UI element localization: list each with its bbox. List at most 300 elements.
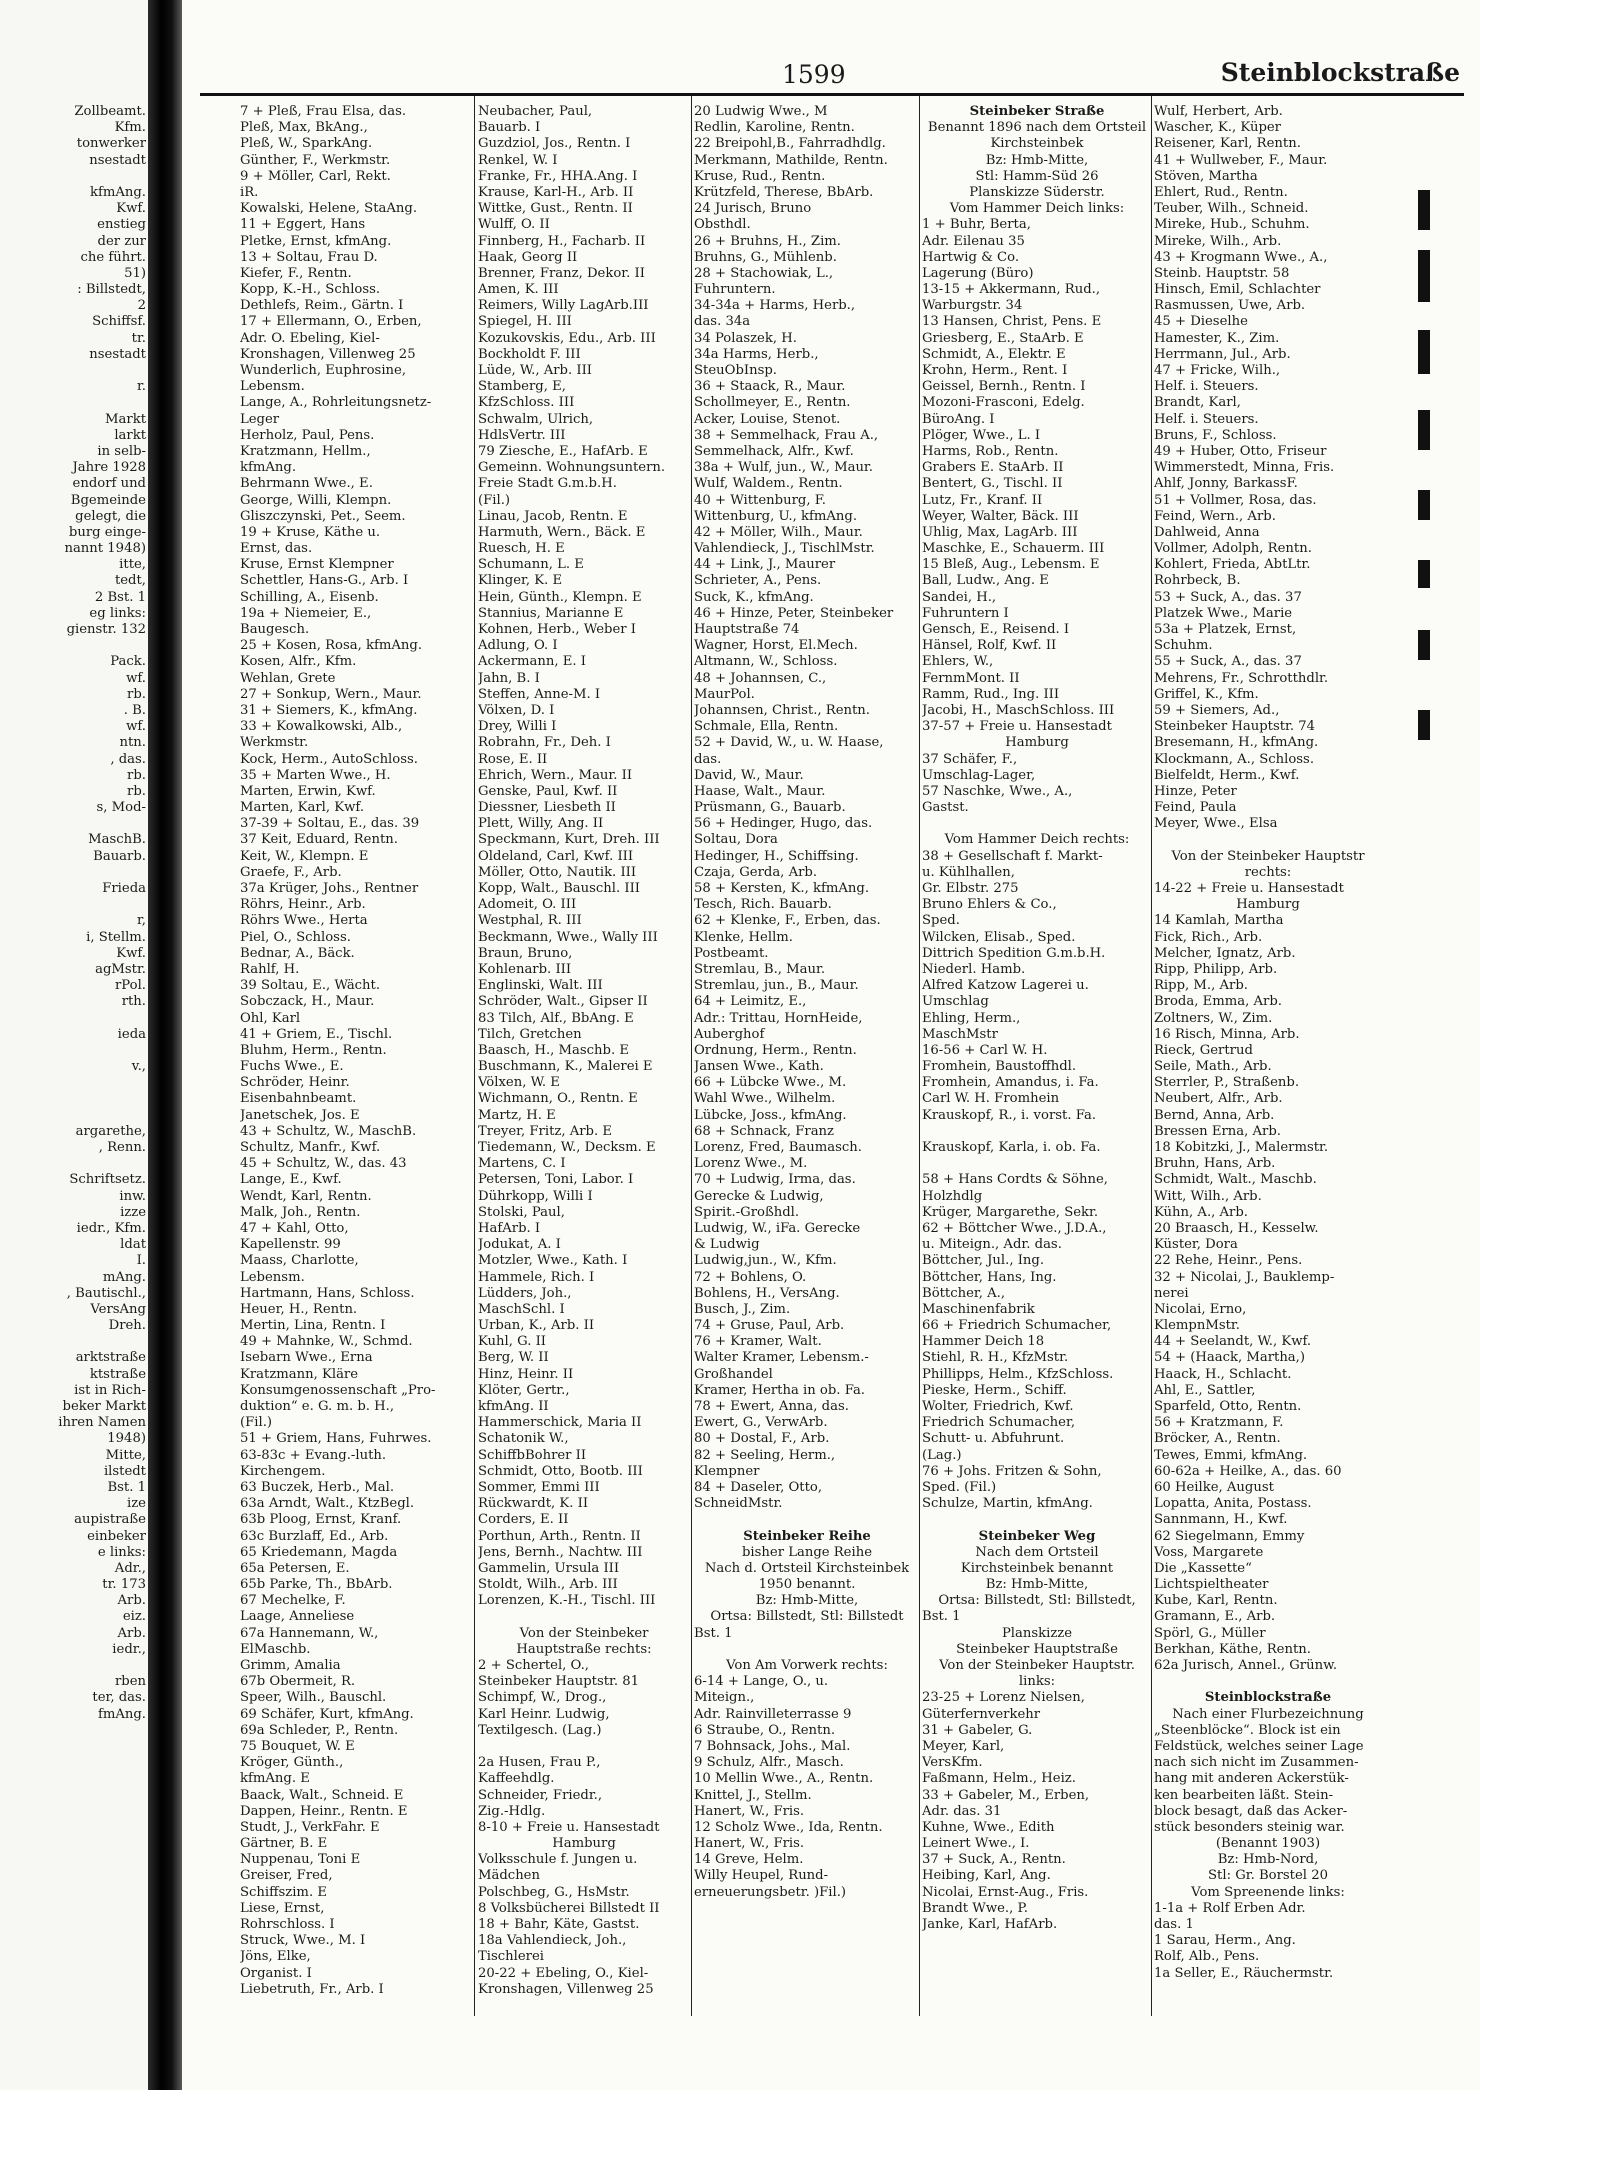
directory-entry: Acker, Louise, Stenot. xyxy=(694,411,841,427)
directory-entry: 60-62a + Heilke, A., das. 60 xyxy=(1154,1463,1342,1479)
directory-entry: Stiehl, R. H., KfzMstr. xyxy=(922,1350,1069,1366)
directory-entry: 16-56 + Carl W. H. xyxy=(922,1042,1048,1058)
left-page-line: tedt, xyxy=(114,573,146,589)
directory-entry: 43 + Krogmann Wwe., A., xyxy=(1154,249,1328,265)
directory-entry: 44 + Link, J., Maurer xyxy=(694,557,836,573)
directory-entry: Franke, Fr., HHA.Ang. I xyxy=(478,168,638,184)
directory-entry: kfmAng. II xyxy=(478,1399,549,1414)
directory-entry: Meyer, Karl, xyxy=(922,1738,1005,1754)
directory-entry: 34-34a + Harms, Herb., xyxy=(694,298,856,314)
directory-entry: Obsthdl. xyxy=(694,217,751,233)
directory-entry: Hartmann, Hans, Schloss. xyxy=(240,1285,415,1301)
directory-entry: Hinsch, Emil, Schlachter xyxy=(1154,282,1321,298)
directory-entry: Klempner xyxy=(694,1463,760,1479)
street-heading: Steinbeker Reihe xyxy=(743,1528,871,1544)
directory-entry: 28 + Stachowiak, L., xyxy=(694,265,834,281)
directory-entry: 68 + Schnack, Franz xyxy=(694,1123,835,1139)
left-page-line: Bauarb. xyxy=(93,848,146,864)
directory-entry: Nach einer Flurbezeichnung xyxy=(1172,1706,1364,1722)
directory-entry: Spirit.-Großhdl. xyxy=(694,1204,800,1220)
directory-entry: Kratzmann, Hellm., xyxy=(240,443,371,459)
directory-entry: Ludwig, W., iFa. Gerecke xyxy=(694,1220,861,1236)
directory-entry: Fuchs Wwe., E. xyxy=(240,1059,344,1075)
directory-entry: 20 Ludwig Wwe., M xyxy=(694,104,828,119)
directory-entry: 17 + Ellermann, O., Erben, xyxy=(240,314,422,330)
directory-entry: 18 Kobitzki, J., Malermstr. xyxy=(1154,1140,1329,1155)
directory-entry: Wilcken, Elisab., Sped. xyxy=(922,929,1076,945)
directory-entry: Schettler, Hans-G., Arb. I xyxy=(240,573,409,589)
directory-entry: links: xyxy=(1018,1674,1056,1690)
directory-entry: Kruse, Ernst Klempner xyxy=(240,557,394,573)
left-page-line xyxy=(0,1011,146,1027)
directory-entry: Kirchengem. xyxy=(240,1463,326,1479)
directory-entry: Jacobi, H., MaschSchloss. III xyxy=(922,702,1115,718)
directory-entry: Werkmstr. xyxy=(240,735,309,751)
column-2 xyxy=(478,104,690,1998)
directory-entry: Nuppenau, Toni E xyxy=(240,1852,361,1868)
directory-entry: Kronshagen, Villenweg 25 xyxy=(478,1981,654,1997)
directory-entry: Wimmerstedt, Minna, Fris. xyxy=(1154,460,1335,476)
directory-entry: Böttcher, Jul., Ing. xyxy=(922,1253,1045,1269)
left-page-line: Dreh. xyxy=(108,1318,146,1334)
directory-entry: Ackermann, E. I xyxy=(478,654,586,670)
directory-entry: Tesch, Rich. Bauarb. xyxy=(694,897,832,913)
directory-entry: Dittrich Spedition G.m.b.H. xyxy=(922,945,1106,961)
directory-entry: Martz, H. E xyxy=(478,1107,556,1123)
directory-entry: Bruns, F., Schloss. xyxy=(1154,427,1277,443)
directory-entry: Stremlau, B., Maur. xyxy=(694,961,826,977)
directory-entry: Bruhn, Hans, Arb. xyxy=(1154,1156,1276,1172)
directory-entry: 31 + Siemers, K., kfmAng. xyxy=(240,702,418,718)
directory-entry: 13-15 + Akkermann, Rud., xyxy=(922,282,1101,298)
directory-entry: Johannsen, Christ., Rentn. xyxy=(694,702,870,718)
left-page-line: larkt xyxy=(114,427,146,443)
directory-entry: Willy Heupel, Rund- xyxy=(694,1868,829,1884)
directory-entry: 69 Schäfer, Kurt, kfmAng. xyxy=(240,1706,414,1722)
directory-entry: Janke, Karl, HafArb. xyxy=(922,1917,1058,1932)
directory-entry: Ernst, das. xyxy=(240,541,313,557)
directory-entry: 18a Vahlendieck, Joh., xyxy=(478,1933,627,1949)
directory-entry: Gemeinn. Wohnungsuntern. xyxy=(478,460,666,476)
directory-entry: Bockholdt F. III xyxy=(478,346,581,362)
directory-entry: Hanert, W., Fris. xyxy=(694,1803,805,1819)
directory-entry: Lange, A., Rohrleitungsnetz- xyxy=(240,395,432,411)
street-heading: Steinblockstraße xyxy=(1204,1690,1332,1706)
directory-entry: Von Am Vorwerk rechts: xyxy=(726,1658,888,1673)
directory-entry: Rohrbeck, B. xyxy=(1154,573,1241,589)
directory-entry: Behrmann Wwe., E. xyxy=(240,476,373,492)
left-page-line: che führt. xyxy=(80,249,146,265)
directory-entry: 25 + Kosen, Rosa, kfmAng. xyxy=(240,638,423,654)
directory-entry: Dappen, Heinr., Rentn. E xyxy=(240,1803,408,1819)
directory-entry: Prüsmann, G., Bauarb. xyxy=(694,800,846,816)
directory-entry: Seile, Math., Arb. xyxy=(1154,1059,1272,1075)
directory-entry: 34 Polaszek, H. xyxy=(694,330,797,346)
directory-entry: Ohl, Karl xyxy=(240,1010,301,1026)
directory-entry: Tewes, Emmi, kfmAng. xyxy=(1154,1447,1308,1463)
directory-entry: Bz: Hmb-Mitte, xyxy=(985,152,1089,168)
directory-entry: Rasmussen, Uwe, Arb. xyxy=(1154,298,1306,314)
page-margin xyxy=(1480,0,1600,2090)
directory-entry: Finnberg, H., Facharb. II xyxy=(478,233,646,249)
directory-entry: Vom Hammer Deich links: xyxy=(949,201,1125,217)
directory-entry: Krauskopf, Karla, i. ob. Fa. xyxy=(922,1140,1101,1155)
directory-entry: 64 + Leimitz, E., xyxy=(694,994,807,1010)
directory-entry: Schmale, Ella, Rentn. xyxy=(694,719,839,735)
directory-entry: SchiffbBohrer II xyxy=(478,1447,587,1463)
directory-entry: Steffen, Anne-M. I xyxy=(478,686,601,702)
directory-entry xyxy=(694,1642,920,1658)
left-page-line: tr. xyxy=(131,330,146,346)
left-page-line: endorf und xyxy=(72,476,146,492)
directory-entry: Leger xyxy=(240,411,280,427)
left-page-line: enstieg xyxy=(97,217,146,233)
directory-entry: Güterfernverkehr xyxy=(922,1706,1041,1722)
directory-entry: 83 Tilch, Alf., BbAng. E xyxy=(478,1010,634,1026)
directory-entry: Wunderlich, Euphrosine, xyxy=(240,363,407,378)
directory-entry: 7 + Pleß, Frau Elsa, das. xyxy=(240,104,407,119)
directory-entry: 32 + Nicolai, J., Bauklemp- xyxy=(1154,1269,1335,1285)
directory-entry: Harms, Rob., Rentn. xyxy=(922,443,1059,459)
directory-entry: duktion“ e. G. m. b. H., xyxy=(240,1399,395,1414)
directory-entry: Von der Steinbeker xyxy=(519,1625,649,1641)
directory-entry: Krauskopf, R., i. vorst. Fa. xyxy=(922,1107,1097,1123)
left-page-line: Schriftsetz. xyxy=(69,1172,146,1188)
directory-entry: 9 + Möller, Carl, Rekt. xyxy=(240,168,391,184)
directory-entry: Lorenzen, K.-H., Tischl. III xyxy=(478,1593,656,1609)
directory-entry: 33 + Gabeler, M., Erben, xyxy=(922,1787,1090,1803)
directory-entry: Janetschek, Jos. E xyxy=(240,1107,360,1123)
directory-entry: Ehlert, Rud., Rentn. xyxy=(1154,184,1288,200)
directory-entry: hang mit anderen Ackerstük- xyxy=(1154,1771,1349,1787)
directory-entry: Hamburg xyxy=(552,1836,616,1852)
directory-entry: Wittke, Gust., Rentn. II xyxy=(478,201,633,217)
directory-entry: Urban, K., Arb. II xyxy=(478,1318,595,1334)
left-page-line: ize xyxy=(127,1496,146,1512)
directory-entry: Stannius, Marianne E xyxy=(478,605,624,621)
directory-entry: Maschinenfabrik xyxy=(922,1301,1035,1317)
directory-entry: 34a Harms, Herb., xyxy=(694,346,819,362)
left-page-line xyxy=(0,1156,146,1172)
directory-entry: KfzSchloss. III xyxy=(478,395,575,411)
directory-entry: Griffel, K., Kfm. xyxy=(1154,686,1259,702)
directory-entry: Fick, Rich., Arb. xyxy=(1154,929,1263,945)
street-heading: Steinbeker Weg xyxy=(978,1528,1096,1544)
left-page-line: ldat xyxy=(120,1237,146,1253)
directory-entry: Ewert, G., VerwArb. xyxy=(694,1415,828,1431)
directory-entry: Voss, Margarete xyxy=(1154,1544,1264,1560)
directory-entry: Adr. Eilenau 35 xyxy=(922,233,1025,249)
directory-entry: Rahlf, H. xyxy=(240,961,300,977)
directory-entry: Rückwardt, K. II xyxy=(478,1496,589,1512)
directory-entry: Mireke, Hub., Schuhm. xyxy=(1154,217,1310,233)
directory-entry: 44 + Seelandt, W., Kwf. xyxy=(1154,1334,1312,1350)
directory-entry: Weyer, Walter, Bäck. III xyxy=(922,508,1079,524)
directory-entry: 63a Arndt, Walt., KtzBegl. xyxy=(240,1496,415,1512)
directory-entry: Tischlerei xyxy=(478,1949,545,1965)
directory-entry: Adr. O. Ebeling, Kiel- xyxy=(240,330,380,346)
directory-entry: 56 + Hedinger, Hugo, das. xyxy=(694,816,873,832)
left-page-line: MaschB. xyxy=(88,832,146,848)
directory-entry: Melcher, Ignatz, Arb. xyxy=(1154,945,1296,961)
directory-entry: Porthun, Arth., Rentn. II xyxy=(478,1528,641,1544)
directory-entry: Schröder, Walt., Gipser II xyxy=(478,994,648,1010)
left-page-line: einbeker xyxy=(87,1528,146,1544)
directory-entry: Brandt Wwe., P. xyxy=(922,1900,1028,1916)
directory-entry: Lübcke, Joss., kfmAng. xyxy=(694,1107,847,1123)
column-1 xyxy=(240,104,472,1998)
directory-entry: Mireke, Wilh., Arb. xyxy=(1154,233,1282,249)
directory-entry: Treyer, Fritz, Arb. E xyxy=(478,1123,612,1139)
directory-entry: Feind, Paula xyxy=(1154,800,1237,816)
directory-entry: Pieske, Herm., Schiff. xyxy=(922,1382,1067,1398)
left-page-line: Adr., xyxy=(114,1560,146,1576)
left-page-line xyxy=(0,1043,146,1059)
directory-entry: Tiedemann, W., Decksm. E xyxy=(478,1140,656,1155)
directory-entry: Bluhm, Herm., Rentn. xyxy=(240,1042,387,1058)
directory-entry: 1-1a + Rolf Erben Adr. xyxy=(1154,1900,1306,1916)
directory-entry: kfmAng. xyxy=(240,460,297,476)
directory-entry: 36 + Staack, R., Maur. xyxy=(694,379,846,395)
directory-entry: das. 34a xyxy=(694,314,751,330)
directory-entry: 47 + Kahl, Otto, xyxy=(240,1220,349,1236)
directory-entry: Schutt- u. Abfuhrunt. xyxy=(922,1431,1065,1447)
directory-entry: Textilgesch. (Lag.) xyxy=(478,1722,602,1738)
directory-entry: erneuerungsbetr. )Fil.) xyxy=(694,1884,847,1900)
directory-entry: Ludwig,jun., W., Kfm. xyxy=(694,1253,837,1269)
left-page-line xyxy=(0,638,146,654)
directory-entry: Bz: Hmb-Nord, xyxy=(1217,1852,1319,1868)
left-page-line: Bst. 1 xyxy=(107,1479,146,1495)
directory-entry: Gr. Elbstr. 275 xyxy=(922,881,1019,896)
directory-entry: 19 + Kruse, Käthe u. xyxy=(240,524,381,540)
directory-entry: MaschSchl. I xyxy=(478,1301,565,1317)
directory-entry: Vahlendieck, J., TischlMstr. xyxy=(694,541,875,557)
directory-entry: Guzdziol, Jos., Rentn. I xyxy=(478,136,631,152)
directory-entry: 1950 benannt. xyxy=(758,1577,856,1593)
directory-entry: Schröder, Heinr. xyxy=(240,1075,350,1091)
directory-entry: Hinz, Heinr. II xyxy=(478,1366,574,1382)
directory-entry: 40 + Wittenburg, F. xyxy=(694,492,827,508)
left-page-line: ter, das. xyxy=(92,1690,146,1706)
directory-entry: Gerecke & Ludwig, xyxy=(694,1188,824,1204)
directory-entry: Sped. (Fil.) xyxy=(922,1479,997,1495)
directory-entry: Stremlau, jun., B., Maur. xyxy=(694,978,859,994)
directory-entry: Sannmann, H., Kwf. xyxy=(1154,1512,1288,1528)
directory-entry: 45 + Dieselhe xyxy=(1154,314,1248,330)
left-page-line: 2 Bst. 1 xyxy=(94,589,146,605)
directory-entry: Kuhne, Wwe., Edith xyxy=(922,1819,1055,1835)
directory-entry: Berkhan, Käthe, Rentn. xyxy=(1154,1641,1311,1657)
directory-entry: Faßmann, Helm., Heiz. xyxy=(922,1771,1076,1787)
directory-entry: Mozoni-Frasconi, Edelg. xyxy=(922,395,1085,411)
directory-entry: Keit, W., Klempn. E xyxy=(240,848,369,864)
directory-entry: 66 + Friedrich Schumacher, xyxy=(922,1318,1112,1334)
directory-entry: Rose, E. II xyxy=(478,751,548,767)
left-page-line xyxy=(0,169,146,185)
directory-entry: Broda, Emma, Arb. xyxy=(1154,994,1282,1010)
left-page-line: VersAng xyxy=(90,1301,146,1317)
directory-entry: Sobczack, H., Maur. xyxy=(240,994,375,1010)
directory-entry: Lebensm. xyxy=(240,379,305,395)
directory-entry: Spörl, G., Müller xyxy=(1154,1625,1266,1641)
left-page-line: ktstraße xyxy=(89,1366,146,1382)
left-page-line: Zollbeamt. xyxy=(74,104,146,119)
directory-entry: Großhandel xyxy=(694,1366,773,1382)
directory-entry: Steinbeker Hauptstr. 81 xyxy=(478,1674,640,1690)
directory-entry: Dührkopp, Willi I xyxy=(478,1188,593,1204)
directory-entry: Bohlens, H., VersAng. xyxy=(694,1285,840,1301)
directory-entry: Ortsa: Billstedt, Stl: Billstedt xyxy=(710,1609,904,1625)
directory-entry: Fromhein, Baustoffhdl. xyxy=(922,1059,1077,1075)
left-page-line: 2 xyxy=(137,298,146,314)
left-page-line: in selb- xyxy=(97,443,146,459)
left-page-line: . B. xyxy=(123,702,146,718)
directory-entry: Schulze, Martin, kfmAng. xyxy=(922,1496,1093,1512)
directory-entry: 35 + Marten Wwe., H. xyxy=(240,767,391,783)
directory-entry: (Benannt 1903) xyxy=(1215,1836,1321,1852)
left-page-line: Mitte, xyxy=(105,1447,146,1463)
directory-entry: Ehrich, Wern., Maur. II xyxy=(478,767,633,783)
directory-entry: 11 + Eggert, Hans xyxy=(240,217,366,233)
directory-entry: Von der Steinbeker Hauptstr xyxy=(1171,848,1365,864)
directory-entry: Grabers E. StaArb. II xyxy=(922,460,1064,476)
directory-entry: Wagner, Horst, El.Mech. xyxy=(694,638,858,654)
left-page-line: inw. xyxy=(119,1188,146,1204)
directory-entry: Kohlert, Frieda, AbtLtr. xyxy=(1154,557,1311,573)
directory-entry: Bresemann, H., kfmAng. xyxy=(1154,735,1319,751)
directory-entry: 38 + Semmelhack, Frau A., xyxy=(694,427,879,443)
directory-entry: 62 Siegelmann, Emmy xyxy=(1154,1528,1305,1544)
directory-entry: Mädchen xyxy=(478,1868,540,1884)
directory-entry: Herholz, Paul, Pens. xyxy=(240,427,375,443)
directory-entry xyxy=(922,1124,1152,1140)
directory-entry: Wichmann, O., Rentn. E xyxy=(478,1091,638,1107)
left-page-line: nannt 1948) xyxy=(64,541,146,557)
left-page-line: ntn. xyxy=(119,735,146,751)
left-page-line: : Billstedt, xyxy=(77,282,146,298)
directory-entry: Ehling, Herm., xyxy=(922,1010,1021,1026)
left-page-line: rben xyxy=(114,1674,146,1690)
left-page-line: Kwf. xyxy=(116,201,146,217)
directory-entry: Adomeit, O. III xyxy=(478,897,577,913)
directory-entry: Kruse, Rud., Rentn. xyxy=(694,168,826,184)
directory-entry: Kirchsteinbek benannt xyxy=(960,1560,1114,1576)
directory-entry: 49 + Mahnke, W., Schmd. xyxy=(240,1334,413,1350)
directory-entry: block besagt, daß das Acker- xyxy=(1154,1803,1348,1819)
directory-entry: Marten, Karl, Kwf. xyxy=(240,800,365,816)
directory-entry: 15 Bleß, Aug., Lebensm. E xyxy=(922,557,1100,573)
directory-entry: Feind, Wern., Arb. xyxy=(1154,508,1276,524)
directory-entry: Carl W. H. Fromhein xyxy=(922,1091,1060,1107)
directory-entry: Kapellenstr. 99 xyxy=(240,1237,341,1253)
directory-entry: Marten, Erwin, Kwf. xyxy=(240,783,376,799)
directory-entry: 20 Braasch, H., Kesselw. xyxy=(1154,1220,1319,1236)
directory-entry: 22 Rehe, Heinr., Pens. xyxy=(1154,1253,1303,1269)
directory-entry: Wendt, Karl, Rentn. xyxy=(240,1188,372,1204)
directory-entry: Hammele, Rich. I xyxy=(478,1269,595,1285)
directory-entry: Liebetruth, Fr., Arb. I xyxy=(240,1981,384,1997)
directory-entry: Genske, Paul, Kwf. II xyxy=(478,783,618,799)
directory-entry: Fromhein, Amandus, i. Fa. xyxy=(922,1075,1099,1091)
directory-entry: Jens, Bernh., Nachtw. III xyxy=(478,1544,643,1560)
directory-entry: 65a Petersen, E. xyxy=(240,1560,350,1576)
directory-entry: Ramm, Rud., Ing. III xyxy=(922,686,1060,702)
directory-entry: Fuhruntern. xyxy=(694,282,776,298)
directory-entry: Petersen, Toni, Labor. I xyxy=(478,1172,634,1188)
directory-entry: Isebarn Wwe., Erna xyxy=(240,1350,373,1366)
directory-entry: 37 + Suck, A., Rentn. xyxy=(922,1852,1066,1868)
left-page-line: argarethe, xyxy=(75,1123,146,1139)
left-page-line: Jahre 1928 xyxy=(72,460,146,476)
header-rule xyxy=(200,93,1464,96)
column-4 xyxy=(922,104,1152,1933)
directory-entry: 78 + Ewert, Anna, das. xyxy=(694,1399,849,1414)
directory-entry: Klinger, K. E xyxy=(478,573,563,589)
directory-entry: Braun, Bruno, xyxy=(478,945,573,961)
left-page-line: kfmAng. xyxy=(89,184,146,200)
directory-entry: Ehlers, W., xyxy=(922,654,994,670)
directory-entry: 31 + Gabeler, G. xyxy=(922,1722,1033,1738)
left-page-text xyxy=(0,104,146,1723)
directory-entry: Kaffeehdlg. xyxy=(478,1771,555,1787)
directory-entry: Stamberg, E, xyxy=(478,379,566,395)
directory-entry: das. 1 xyxy=(1154,1917,1194,1932)
directory-entry: 59 + Siemers, Ad., xyxy=(1154,702,1280,718)
directory-entry: Witt, Wilh., Arb. xyxy=(1154,1188,1262,1204)
directory-entry: Schumann, L. E xyxy=(478,557,584,573)
directory-entry: 67b Obermeit, R. xyxy=(240,1674,356,1690)
directory-entry xyxy=(922,1156,1152,1172)
directory-entry: Brandt, Karl, xyxy=(1154,395,1241,411)
directory-entry: Umschlag-Lager, xyxy=(922,767,1036,783)
directory-entry: Bielfeldt, Herm., Kwf. xyxy=(1154,767,1300,783)
directory-entry: 8 Volksbücherei Billstedt II xyxy=(478,1900,660,1916)
directory-entry: Schneider, Friedr., xyxy=(478,1787,603,1803)
directory-entry: das. xyxy=(694,751,722,767)
directory-entry: Jodukat, A. I xyxy=(478,1237,561,1253)
directory-entry: 1a Seller, E., Räuchermstr. xyxy=(1154,1965,1334,1981)
directory-entry: Hauptstraße rechts: xyxy=(516,1641,652,1657)
left-page-line: gienstr. 132 xyxy=(66,622,146,637)
directory-entry: Bröcker, A., Rentn. xyxy=(1154,1431,1281,1447)
directory-entry: 2a Husen, Frau P., xyxy=(478,1755,601,1771)
directory-entry: Kiefer, F., Rentn. xyxy=(240,265,352,281)
directory-entry: Kuhl, G. II xyxy=(478,1334,547,1350)
directory-entry: Schollmeyer, E., Rentn. xyxy=(694,395,851,411)
directory-entry: 49 + Huber, Otto, Friseur xyxy=(1154,443,1327,459)
directory-entry: Wulf, Herbert, Arb. xyxy=(1154,104,1283,119)
directory-entry: Baugesch. xyxy=(240,622,310,637)
directory-entry: Schmidt, Otto, Bootb. III xyxy=(478,1463,643,1479)
directory-entry: 26 + Bruhns, H., Zim. xyxy=(694,233,841,249)
directory-entry: Jansen Wwe., Kath. xyxy=(694,1059,824,1075)
directory-entry: Röhrs, Heinr., Arb. xyxy=(240,897,366,913)
directory-entry: Benannt 1896 nach dem Ortsteil xyxy=(927,120,1147,136)
directory-entry: Krause, Karl-H., Arb. II xyxy=(478,184,634,200)
directory-entry: Dahlweid, Anna xyxy=(1154,524,1260,540)
directory-entry: Lorenz Wwe., M. xyxy=(694,1156,808,1172)
directory-entry: Hein, Günth., Klempn. E xyxy=(478,589,642,605)
directory-entry: Adr.: Trittau, HornHeide, xyxy=(694,1010,863,1026)
directory-entry: 76 + Johs. Fritzen & Sohn, xyxy=(922,1463,1102,1479)
directory-entry: Ruesch, H. E xyxy=(478,541,565,557)
directory-entry: Oldeland, Carl, Kwf. III xyxy=(478,848,634,864)
directory-entry: Gastst. xyxy=(922,800,969,816)
directory-entry: SchneidMstr. xyxy=(694,1496,783,1512)
directory-entry: 54 + (Haack, Martha,) xyxy=(1154,1350,1306,1366)
left-page-line xyxy=(0,897,146,913)
